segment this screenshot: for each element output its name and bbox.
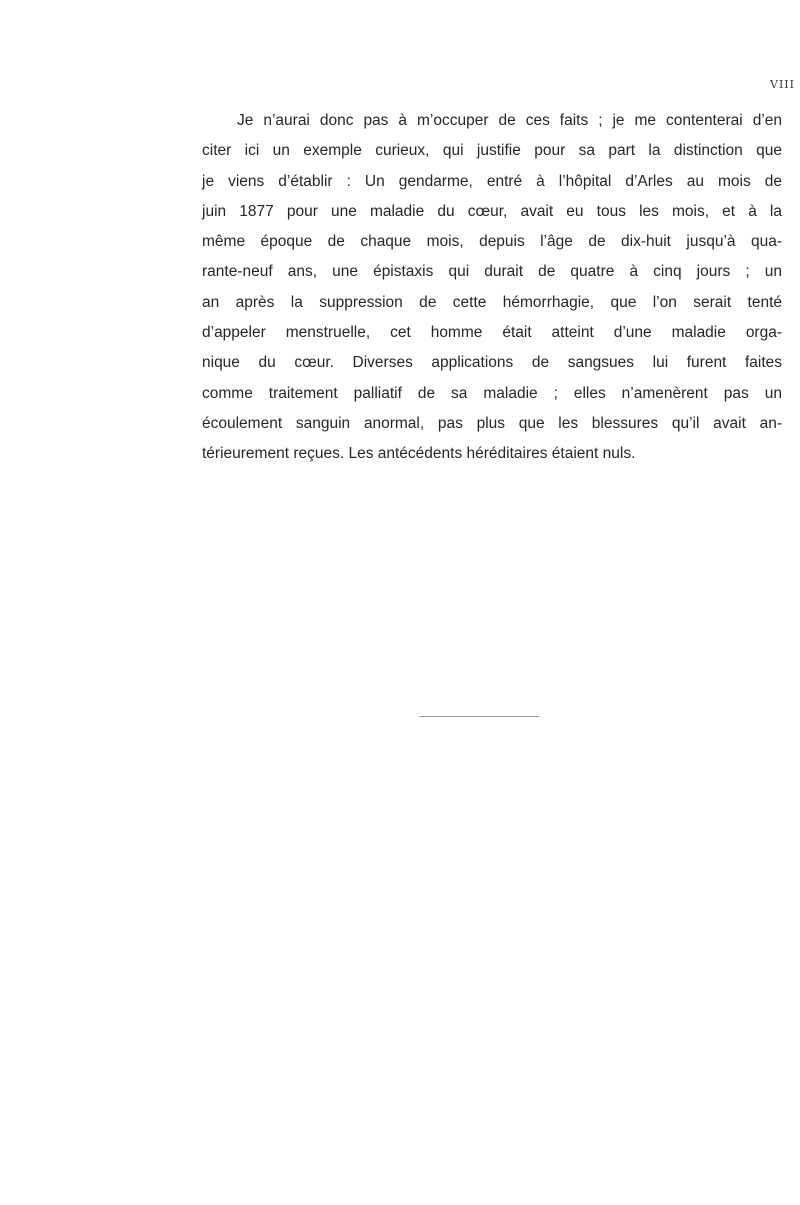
page-number: VIII bbox=[770, 78, 795, 91]
paragraph-line: citer ici un exemple curieux, qui justifie pour sa part la distinction que bbox=[202, 142, 782, 160]
paragraph-line: d’appeler menstruelle, cet homme était atteint d’une maladie orga- bbox=[202, 324, 782, 342]
paragraph-line: même époque de chaque mois, depuis l’âge de dix-huit jusqu’à qua- bbox=[202, 233, 782, 251]
paragraph-line: écoulement sanguin anormal, pas plus que les blessures qu’il avait an- bbox=[202, 414, 782, 432]
body-paragraph bbox=[202, 106, 782, 470]
paragraph-line: juin 1877 pour une maladie du cœur, avait eu tous les mois, et à la bbox=[202, 202, 782, 220]
paragraph-line: térieurement reçues. Les antécédents héréditaires étaient nuls. bbox=[202, 445, 636, 463]
paragraph-line: nique du cœur. Diverses applications de sangsues lui furent faites bbox=[202, 354, 782, 372]
paragraph-line: an après la suppression de cette hémorrhagie, que l’on serait tenté bbox=[202, 293, 782, 311]
paragraph-line: Je n’aurai donc pas à m’occuper de ces faits ; je me contenterai d’en bbox=[237, 112, 782, 129]
paragraph-line: rante-neuf ans, une épistaxis qui durait de quatre à cinq jours ; un bbox=[202, 263, 782, 281]
paragraph-line: je viens d’établir : Un gendarme, entré à l’hôpital d’Arles au mois de bbox=[202, 172, 782, 190]
paragraph-line: comme traitement palliatif de sa maladie ; elles n’amenèrent pas un bbox=[202, 384, 782, 402]
section-divider bbox=[419, 716, 539, 717]
